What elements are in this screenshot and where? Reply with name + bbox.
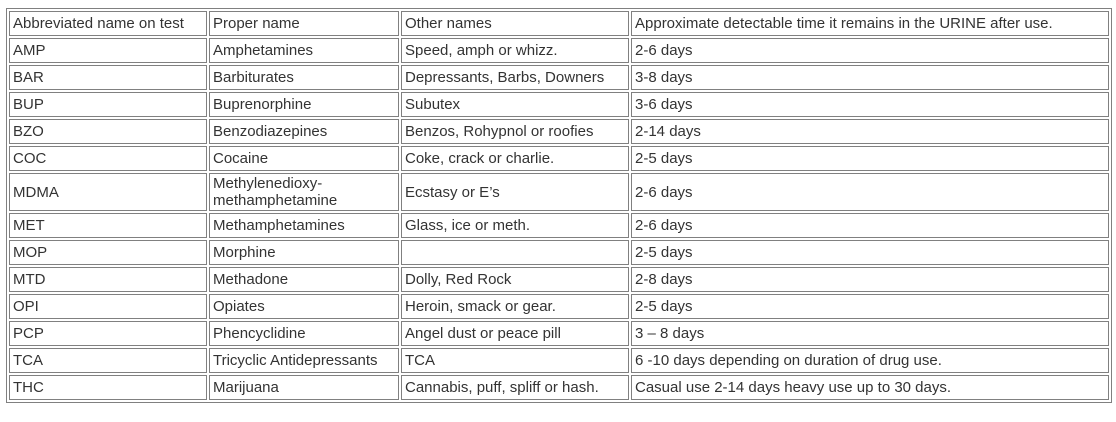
table-row xyxy=(9,375,1109,400)
cell-proper-name: Tricyclic Antidepressants xyxy=(209,348,399,373)
cell-abbreviation: AMP xyxy=(9,38,207,63)
cell-other-names: Glass, ice or meth. xyxy=(401,213,629,238)
cell-proper-name: Benzodiazepines xyxy=(209,119,399,144)
table-row xyxy=(9,173,1109,211)
cell-other-names: Angel dust or peace pill xyxy=(401,321,629,346)
cell-proper-name: Morphine xyxy=(209,240,399,265)
cell-other-names: Dolly, Red Rock xyxy=(401,267,629,292)
cell-detectable-time: 3 – 8 days xyxy=(631,321,1109,346)
cell-proper-name: Methadone xyxy=(209,267,399,292)
cell-detectable-time: 6 -10 days depending on duration of drug use. xyxy=(631,348,1109,373)
cell-proper-name: Methylenedioxy-methamphetamine xyxy=(209,173,399,211)
table-row xyxy=(9,65,1109,90)
cell-proper-name: Cocaine xyxy=(209,146,399,171)
cell-proper-name: Opiates xyxy=(209,294,399,319)
table-row xyxy=(9,294,1109,319)
cell-proper-name: Marijuana xyxy=(209,375,399,400)
cell-other-names: Cannabis, puff, spliff or hash. xyxy=(401,375,629,400)
cell-abbreviation: BZO xyxy=(9,119,207,144)
cell-detectable-time: 2-5 days xyxy=(631,240,1109,265)
header-row xyxy=(9,11,1109,36)
cell-proper-name: Barbiturates xyxy=(209,65,399,90)
header-other-names: Other names xyxy=(401,11,629,36)
cell-abbreviation: COC xyxy=(9,146,207,171)
cell-abbreviation: OPI xyxy=(9,294,207,319)
table-row xyxy=(9,92,1109,117)
cell-proper-name: Methamphetamines xyxy=(209,213,399,238)
cell-other-names xyxy=(401,240,629,265)
cell-other-names: Heroin, smack or gear. xyxy=(401,294,629,319)
table-row xyxy=(9,267,1109,292)
table-row xyxy=(9,348,1109,373)
cell-abbreviation: MOP xyxy=(9,240,207,265)
cell-other-names: Speed, amph or whizz. xyxy=(401,38,629,63)
cell-proper-name: Buprenorphine xyxy=(209,92,399,117)
cell-detectable-time: 2-6 days xyxy=(631,213,1109,238)
table-row xyxy=(9,240,1109,265)
cell-proper-name: Phencyclidine xyxy=(209,321,399,346)
cell-detectable-time: 2-5 days xyxy=(631,146,1109,171)
table-row xyxy=(9,119,1109,144)
cell-abbreviation: BUP xyxy=(9,92,207,117)
cell-abbreviation: BAR xyxy=(9,65,207,90)
table-row xyxy=(9,213,1109,238)
cell-detectable-time: 2-14 days xyxy=(631,119,1109,144)
header-detectable-time: Approximate detectable time it remains in the URINE after use. xyxy=(631,11,1109,36)
cell-other-names: TCA xyxy=(401,348,629,373)
cell-abbreviation: MET xyxy=(9,213,207,238)
cell-abbreviation: MDMA xyxy=(9,173,207,211)
table-row xyxy=(9,321,1109,346)
cell-abbreviation: PCP xyxy=(9,321,207,346)
cell-detectable-time: 2-6 days xyxy=(631,38,1109,63)
header-abbreviated-name: Abbreviated name on test xyxy=(9,11,207,36)
cell-detectable-time: 2-8 days xyxy=(631,267,1109,292)
header-proper-name: Proper name xyxy=(209,11,399,36)
cell-abbreviation: TCA xyxy=(9,348,207,373)
drug-detection-table-container xyxy=(6,8,1110,403)
cell-other-names: Ecstasy or E’s xyxy=(401,173,629,211)
cell-detectable-time: Casual use 2-14 days heavy use up to 30 days. xyxy=(631,375,1109,400)
cell-detectable-time: 3-8 days xyxy=(631,65,1109,90)
table-row xyxy=(9,146,1109,171)
cell-abbreviation: MTD xyxy=(9,267,207,292)
cell-proper-name: Amphetamines xyxy=(209,38,399,63)
table-row xyxy=(9,38,1109,63)
cell-other-names: Benzos, Rohypnol or roofies xyxy=(401,119,629,144)
cell-detectable-time: 2-6 days xyxy=(631,173,1109,211)
drug-detection-table xyxy=(6,8,1112,403)
cell-detectable-time: 2-5 days xyxy=(631,294,1109,319)
cell-other-names: Coke, crack or charlie. xyxy=(401,146,629,171)
cell-other-names: Depressants, Barbs, Downers xyxy=(401,65,629,90)
cell-other-names: Subutex xyxy=(401,92,629,117)
cell-detectable-time: 3-6 days xyxy=(631,92,1109,117)
cell-abbreviation: THC xyxy=(9,375,207,400)
